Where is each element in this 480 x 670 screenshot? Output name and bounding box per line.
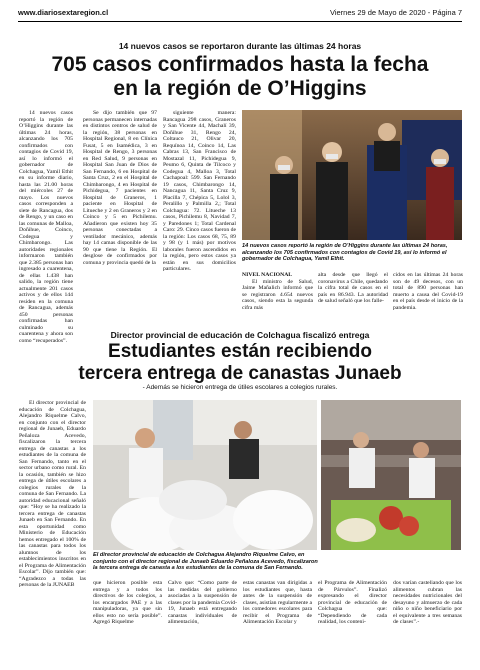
article2-deck: - Además se hicieron entrega de útiles escolares a colegios rurales. — [142, 384, 338, 391]
article2-headline-1: Estudiantes están recibiendo — [108, 341, 372, 362]
article1-col1: 14 nuevos casos reportó la región de O’Higgins durante las últimas 24 horas, alcanzando los 705 confirmados con contagios de Covid 19, así lo informó el gobernador de Colchagua, Yamil Ethit en su informe diario, hasta las 21.00 horas del miércoles 27 de mayo. Los nuevos casos corresponden a siete de Rancagua, dos de Rengo, y un caso en las comunas de Malloa, Doñihue, Coinco, Codegua y Chimbarongo. Las autoridades regionales informaron también que 2.385 personas han ingresado a cuarentena, de ellas 1.438 han salido, la región tiene actualmente 201 casos activos y de ellos 144 residen en la comuna de Rancagua, además 450 personas confirmadas han culminado su cuarentena y ahora son como “recuperados”. — [19, 110, 73, 344]
article2-col6: dos varían casteliando que los alimentos cubran las necesidades nutricionales del desayuno y almuerzo de cada niño o niño beneficiario por el equivalente a tres semanas de clases”.- — [393, 580, 462, 625]
article1-kicker: 14 nuevos casos se reportaron durante las últimas 24 horas — [118, 41, 362, 51]
kitchen-staff-photo — [321, 400, 461, 550]
article1-col3: siguiente manera: Rancagua 298 casos, Graneros y San Vicente 44, Machalí 39, Doñihue 31, Rengo 24, Coltauco 21, Olivar 20, Requínoa 14, Coinco 14, Las Cabras 13, San Francisco de Mostazal 11, Pichidegua 9, Peumo 6, Quinta de Tilcoco y Codegua 4, Malloa 3, Total Cachapoal: 599. San Fernando 19 casos, Chimbarongo 14, Nancagua 11, Santa Cruz 9, Placilla 7, Chépica 5, Lolol 3, Peralillo y Palmilla 2,; Total Colchagua: 72. Litueche 13 casos, Pichilemu 8, Navidad 7, y Paredones 1; Total Cardenal Caro: 29. Cinco casos fueron de la región: Los casos 68, 75, 89 y 98 (y 1 más) por motivos laborales fueron ascendidos en la región, pero estos casos ya están en sus domicilios particulares. — [163, 110, 236, 272]
food-baskets-photo — [93, 400, 317, 550]
article2-col5: el Programa de Alimentación de Párvulos”. Finalizó expresando el director provincial de educación de Colchagua que: “Dependiendo de cada realidad, los conteni- — [318, 580, 387, 625]
article2-photo-left — [93, 400, 317, 550]
header-rule — [18, 21, 462, 22]
article2-col4: estas canastas van dirigidas a los estudiantes que, hasta antes de la suspensión de clases, asistían regularmente a los comedores escolares para recibir el Programa de Alimentación Escolar y — [243, 580, 312, 625]
site-url[interactable]: www.diariosextaregion.cl — [18, 8, 109, 17]
article1-col6: cidos en las últimas 24 horas son de 49 decesos, con un total de 890 personas han muerto a causa del Covid-19 en el país desde el inicio de la pandemia. — [393, 272, 463, 311]
date-page: Viernes 29 de Mayo de 2020 - Página 7 — [329, 8, 462, 17]
press-conference-photo — [242, 110, 462, 240]
article2-kicker: Director provincial de educación de Colchagua fiscalizó entrega — [110, 330, 370, 340]
national-subhead: NIVEL NACIONAL — [242, 272, 293, 278]
article2-caption: El director provincial de educación de Colchagua Alejandro Riquelme Calvo, en conjunto con el director regional de Junaeb Eduardo Peñaloza Acevedo, fiscalizaron la tercera entrega de canasta a los estudiantes de la comuna de San Fernando. — [93, 552, 318, 572]
article2-col1: El director provincial de educación de Colchagua, Alejandro Riquelme Calvo, en conjunto con el director regional de Junaeb, Eduardo Peñaloza Acevedo, fiscalizaron la tercera entrega de canastas a los estudiantes de la comuna de San Fernando, tanto en el sector urbano como rural. En la ocasión, también se hizo entrega de útiles escolares a colegios rurales de la comuna de San Fernando. La autoridad educacional señaló que: “Hoy se ha realizado la tercera entrega de canastas Junaeb en San Fernando. En esta oportunidad como Ministerio de Educación hemos entregado el 100% de las canastas para todos los alumnos de los establecimientos inscritos en el Programa de Alimentación Escolar”. Dijo también que: “Agradezco a todas las personas de la JUNAEB — [19, 400, 86, 588]
article1-col5: alta desde que llegó el coronavirus a Chile, quedando la cifra total de casos en el país en 86.943. La autoridad de salud señaló que los falle- — [318, 272, 388, 304]
article1-headline-2: en la región de O’Higgins — [113, 77, 367, 100]
article1-caption: 14 nuevos casos reportó la región de O’Higgins durante las últimas 24 horas, alcanzando los 705 confirmados con contagios de Covid 19, así lo informó el gobernador de Colchagua, Yamil Ethit. — [242, 243, 448, 263]
article1-headline-1: 705 casos confirmados hasta la fecha — [51, 53, 429, 76]
page-header — [18, 8, 462, 22]
article2-headline-2: tercera entrega de canastas Junaeb — [78, 363, 402, 384]
article2-photo-right — [321, 400, 461, 550]
article1-col4: NIVEL NACIONAL El ministro de Salud, Jaime Mañalich informó que se registraron 4.654 nuevos casos, siendo esta la segunda cifra más — [242, 272, 313, 311]
article2-col3: Calvo que: “Como parte de las medidas del gobierno asociadas a la suspensión de clases por la pandemia Covid-19, Junaeb está entregando canastas individuales de alimentación, — [168, 580, 237, 625]
article1-photo — [242, 110, 462, 240]
article2-col2: que hicieron posible esta entrega y a todos los directivos de los colegios, a los encargados PAE y a las manipuladoras, ya que sin ellos esto no sería posible”. Agregó Riquelme — [93, 580, 162, 625]
article1-col2: Se dijo también que 97 personas permanecen internadas en distintos centros de salud de la región, 38 personas en Hospital Regional, 8 en Clínica Fusat, 5 en Isamédica, 3 en Hospital de Rengo, 3 personas en Red Salud, 9 personas en Hospital San Juan de Dios de San Fernando, 6 en Hospital de Santa Cruz, 2 en el Hospital de Chimbarongo, 4 en Hospital de Pichidegua, 7 pacientes en Hospital de Graneros, 1 paciente en Hospital de Litueche y 2 en Graneros y 2 en Coinco y 5 en Pichilemu. Añadieron que existen hoy 35 personas conectadas a ventilador mecánico, además hay 14 camas disponible de las 90 que tiene la Región. El desglose de confirmados por comuna y provincia quedó de la — [83, 110, 157, 266]
